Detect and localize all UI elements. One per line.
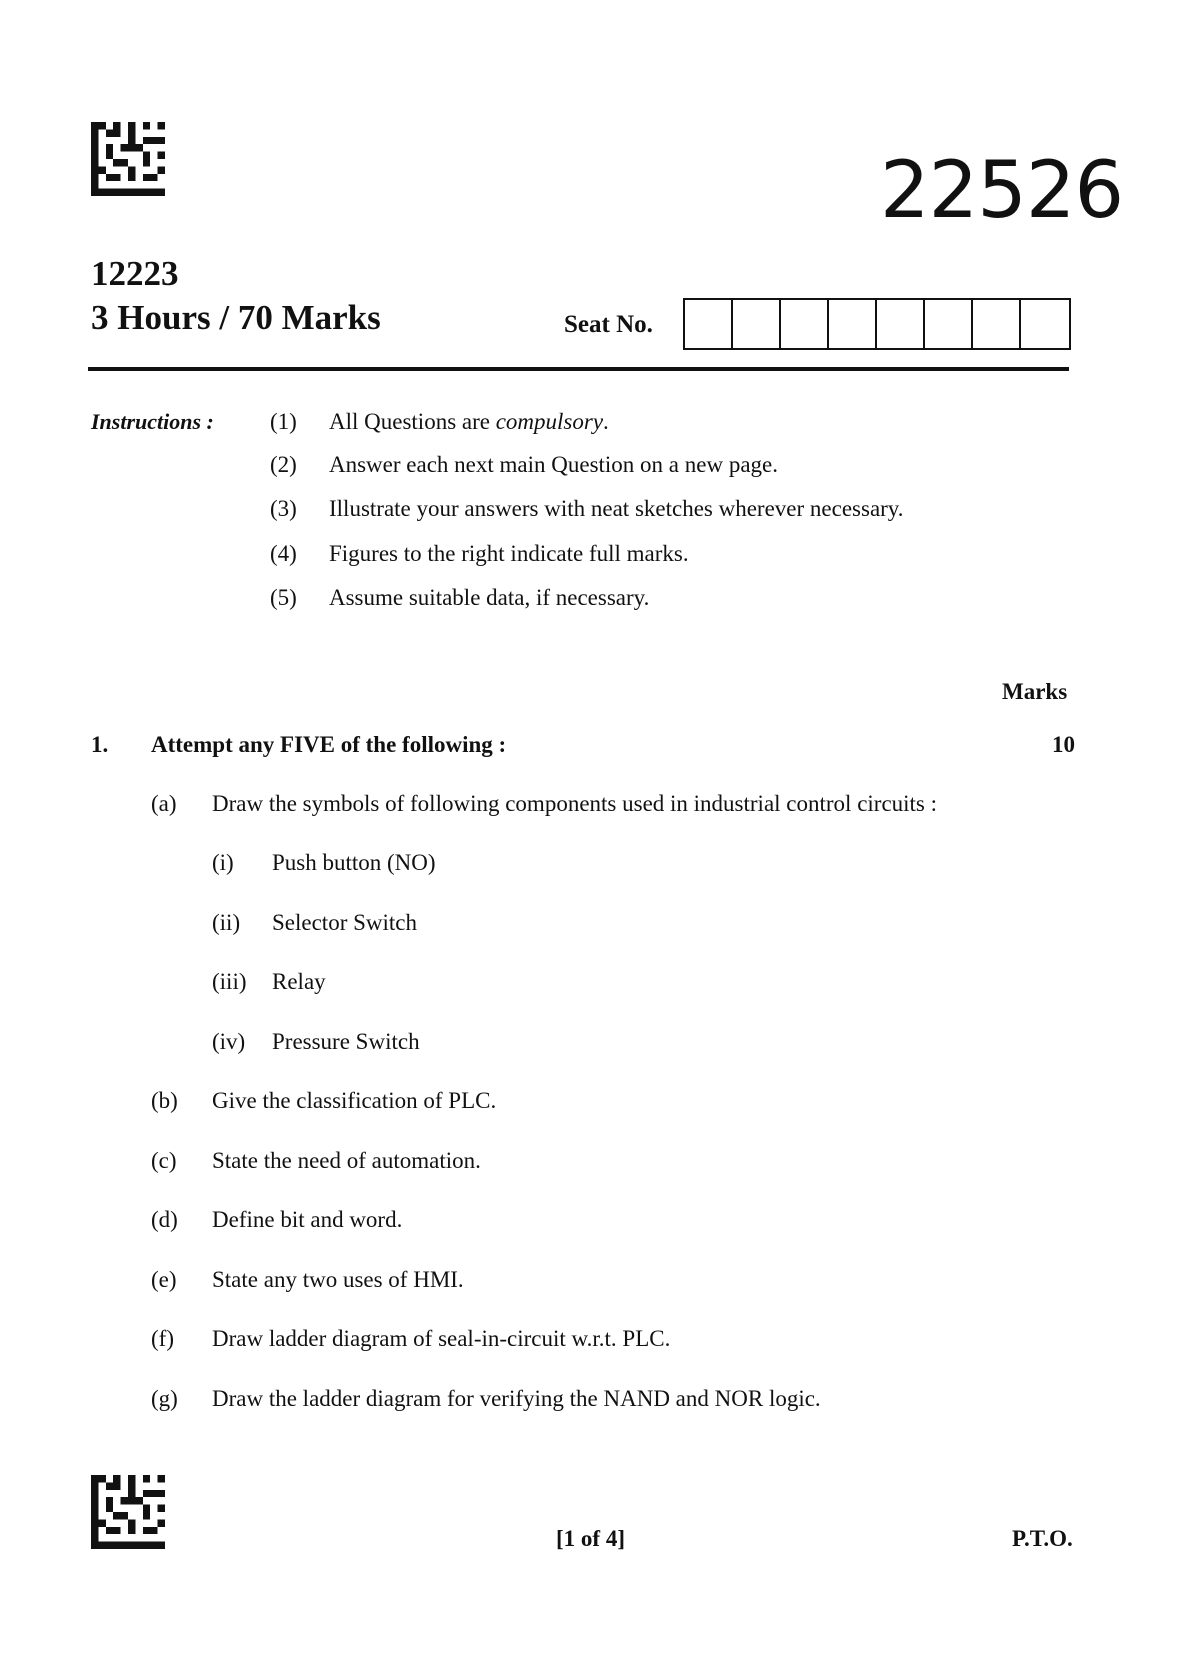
question-number: 1. — [91, 732, 109, 757]
seat-number-boxes — [683, 298, 1071, 350]
top-datamatrix-code-icon — [91, 122, 165, 196]
bottom-datamatrix-code-icon — [91, 1475, 165, 1549]
part-text: Draw the symbols of following components used in industrial control circuits : — [212, 791, 938, 816]
page-number: [1 of 4] — [556, 1526, 625, 1551]
part-label: (b) — [151, 1088, 178, 1113]
instruction-number: (5) — [270, 585, 297, 610]
subpart-label: (i) — [212, 850, 234, 875]
subpart-text: Relay — [272, 969, 326, 994]
part-label: (g) — [151, 1386, 178, 1411]
instruction-text: Figures to the right indicate full marks. — [329, 541, 689, 566]
seat-box[interactable] — [973, 300, 1021, 348]
seat-box[interactable] — [781, 300, 829, 348]
header-divider — [88, 367, 1069, 371]
instructions-label: Instructions : — [91, 409, 214, 434]
seat-label: Seat No. — [564, 311, 653, 338]
subpart-label: (iv) — [212, 1029, 246, 1054]
seat-box[interactable] — [925, 300, 973, 348]
exam-code: 12223 — [91, 254, 179, 293]
instruction-text: All Questions are compulsory. — [329, 409, 609, 434]
pto-label: P.T.O. — [1012, 1526, 1073, 1551]
part-label: (d) — [151, 1207, 178, 1232]
part-text: State any two uses of HMI. — [212, 1267, 464, 1292]
instruction-number: (4) — [270, 541, 297, 566]
part-label: (a) — [151, 791, 177, 816]
subpart-text: Push button (NO) — [272, 850, 436, 875]
subpart-text: Selector Switch — [272, 910, 417, 935]
duration-marks: 3 Hours / 70 Marks — [91, 298, 381, 337]
subpart-label: (ii) — [212, 910, 241, 935]
subpart-label: (iii) — [212, 969, 247, 994]
part-text: Draw the ladder diagram for verifying the NAND and NOR logic. — [212, 1386, 821, 1411]
instruction-text: Illustrate your answers with neat sketches wherever necessary. — [329, 496, 904, 521]
seat-box[interactable] — [1021, 300, 1069, 348]
instruction-number: (1) — [270, 409, 297, 434]
instruction-text: Assume suitable data, if necessary. — [329, 585, 650, 610]
question-marks: 10 — [1052, 732, 1075, 757]
subpart-text: Pressure Switch — [272, 1029, 420, 1054]
part-text: Define bit and word. — [212, 1207, 403, 1232]
seat-box[interactable] — [877, 300, 925, 348]
question-title: Attempt any FIVE of the following : — [151, 732, 507, 757]
paper-code: 22526 — [880, 146, 1124, 236]
instruction-text: Answer each next main Question on a new page. — [329, 452, 778, 477]
instruction-number: (2) — [270, 452, 297, 477]
part-text: Draw ladder diagram of seal-in-circuit w.r.t. PLC. — [212, 1326, 671, 1351]
instruction-number: (3) — [270, 496, 297, 521]
part-text: Give the classification of PLC. — [212, 1088, 497, 1113]
part-label: (f) — [151, 1326, 174, 1351]
part-text: State the need of automation. — [212, 1148, 481, 1173]
seat-box[interactable] — [733, 300, 781, 348]
seat-box[interactable] — [685, 300, 733, 348]
part-label: (c) — [151, 1148, 177, 1173]
seat-box[interactable] — [829, 300, 877, 348]
marks-column-header: Marks — [1002, 679, 1068, 704]
part-label: (e) — [151, 1267, 177, 1292]
